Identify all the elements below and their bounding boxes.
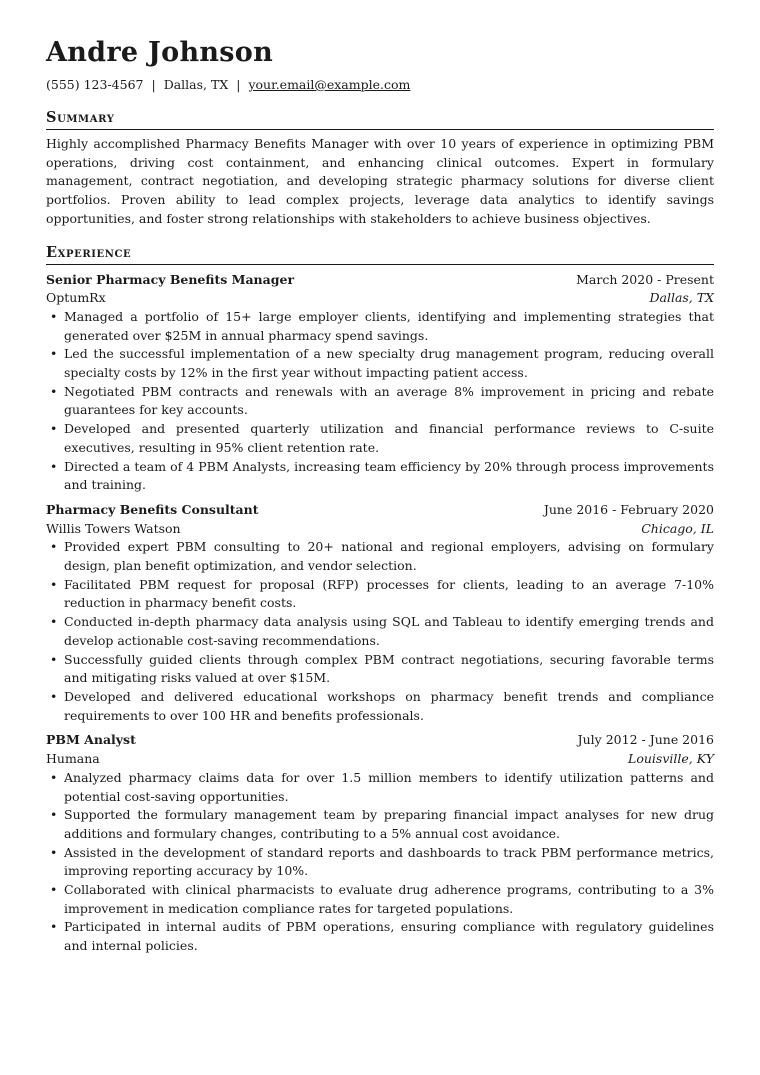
bullet-item: • Analyzed pharmacy claims data for over 1.5 million members to identify utilization patterns and potential cost-saving opportunities. <box>64 769 714 806</box>
job-dates: June 2016 - February 2020 <box>543 501 714 517</box>
email-link[interactable]: your.email@example.com <box>248 77 411 92</box>
company-name: Willis Towers Watson <box>46 520 181 536</box>
company-name: OptumRx <box>46 290 106 306</box>
phone-number: (555) 123-4567 <box>46 77 144 92</box>
bullet-item: • Participated in internal audits of PBM operations, ensuring compliance with regulatory guidelines and internal policies. <box>64 918 714 955</box>
job-company-row <box>46 289 714 308</box>
job-bullets <box>46 308 714 495</box>
contact-separator: | <box>151 77 156 92</box>
job-dates: March 2020 - Present <box>576 271 714 287</box>
company-name: Humana <box>46 751 100 767</box>
job-bullets <box>46 769 714 956</box>
job-header-row <box>46 731 714 750</box>
contact-line <box>46 76 714 94</box>
summary-text: Highly accomplished Pharmacy Benefits Manager with over 10 years of experience in optimizing PBM operations, driving cost containment, and enhancing clinical outcomes. Expert in formulary management, contract negotiation, and developing strategic pharmacy solutions for diverse client portfolios. Proven ability to lead complex projects, leverage data analytics to identify savings opportunities, and foster strong relationships with stakeholders to achieve business objectives. <box>46 136 714 226</box>
bullet-item: • Supported the formulary management team by preparing financial impact analyses for new drug additions and formulary changes, contributing to a 5% annual cost avoidance. <box>64 806 714 843</box>
job-entry <box>46 731 714 955</box>
job-entry <box>46 271 714 495</box>
bullet-item: • Managed a portfolio of 15+ large employer clients, identifying and implementing strategies that generated over $25M in annual pharmacy spend savings. <box>64 308 714 345</box>
job-title: PBM Analyst <box>46 732 136 748</box>
job-header-row <box>46 501 714 520</box>
job-entry <box>46 501 714 725</box>
summary-heading: Summary <box>46 108 714 130</box>
bullet-item: • Developed and delivered educational workshops on pharmacy benefit trends and compliance requirements to over 100 HR and benefits professionals. <box>64 688 714 725</box>
bullet-item: • Directed a team of 4 PBM Analysts, increasing team efficiency by 20% through process improvements and training. <box>64 458 714 495</box>
bullet-item: • Provided expert PBM consulting to 20+ national and regional employers, advising on formulary design, plan benefit optimization, and vendor selection. <box>64 538 714 575</box>
bullet-item: • Conducted in-depth pharmacy data analysis using SQL and Tableau to identify emerging trends and develop actionable cost-saving recommendations. <box>64 613 714 650</box>
experience-heading: Experience <box>46 243 714 265</box>
bullet-item: • Developed and presented quarterly utilization and financial performance reviews to C-suite executives, resulting in 95% client retention rate. <box>64 420 714 457</box>
job-location: Chicago, IL <box>641 520 714 536</box>
contact-separator: | <box>236 77 241 92</box>
job-bullets <box>46 538 714 725</box>
candidate-name: Andre Johnson <box>46 37 274 68</box>
job-header-row <box>46 271 714 290</box>
job-company-row <box>46 750 714 769</box>
job-title: Senior Pharmacy Benefits Manager <box>46 271 295 287</box>
job-dates: July 2012 - June 2016 <box>577 732 714 748</box>
job-company-row <box>46 520 714 539</box>
bullet-item: • Successfully guided clients through complex PBM contract negotiations, securing favorable terms and mitigating risks valued at over $15M. <box>64 651 714 688</box>
bullet-item: • Negotiated PBM contracts and renewals with an average 8% improvement in pricing and rebate guarantees for key accounts. <box>64 383 714 420</box>
bullet-item: • Facilitated PBM request for proposal (RFP) processes for clients, leading to an average 7-10% reduction in pharmacy benefit costs. <box>64 576 714 613</box>
bullet-item: • Assisted in the development of standard reports and dashboards to track PBM performance metrics, improving reporting accuracy by 10%. <box>64 844 714 881</box>
job-location: Dallas, TX <box>649 290 714 306</box>
job-location: Louisville, KY <box>628 751 714 767</box>
bullet-item: • Collaborated with clinical pharmacists to evaluate drug adherence programs, contributing to a 3% improvement in medication compliance rates for targeted populations. <box>64 881 714 918</box>
bullet-item: • Led the successful implementation of a new specialty drug management program, reducing overall specialty costs by 12% in the first year without impacting patient access. <box>64 345 714 382</box>
location: Dallas, TX <box>163 77 229 92</box>
job-title: Pharmacy Benefits Consultant <box>46 501 259 517</box>
